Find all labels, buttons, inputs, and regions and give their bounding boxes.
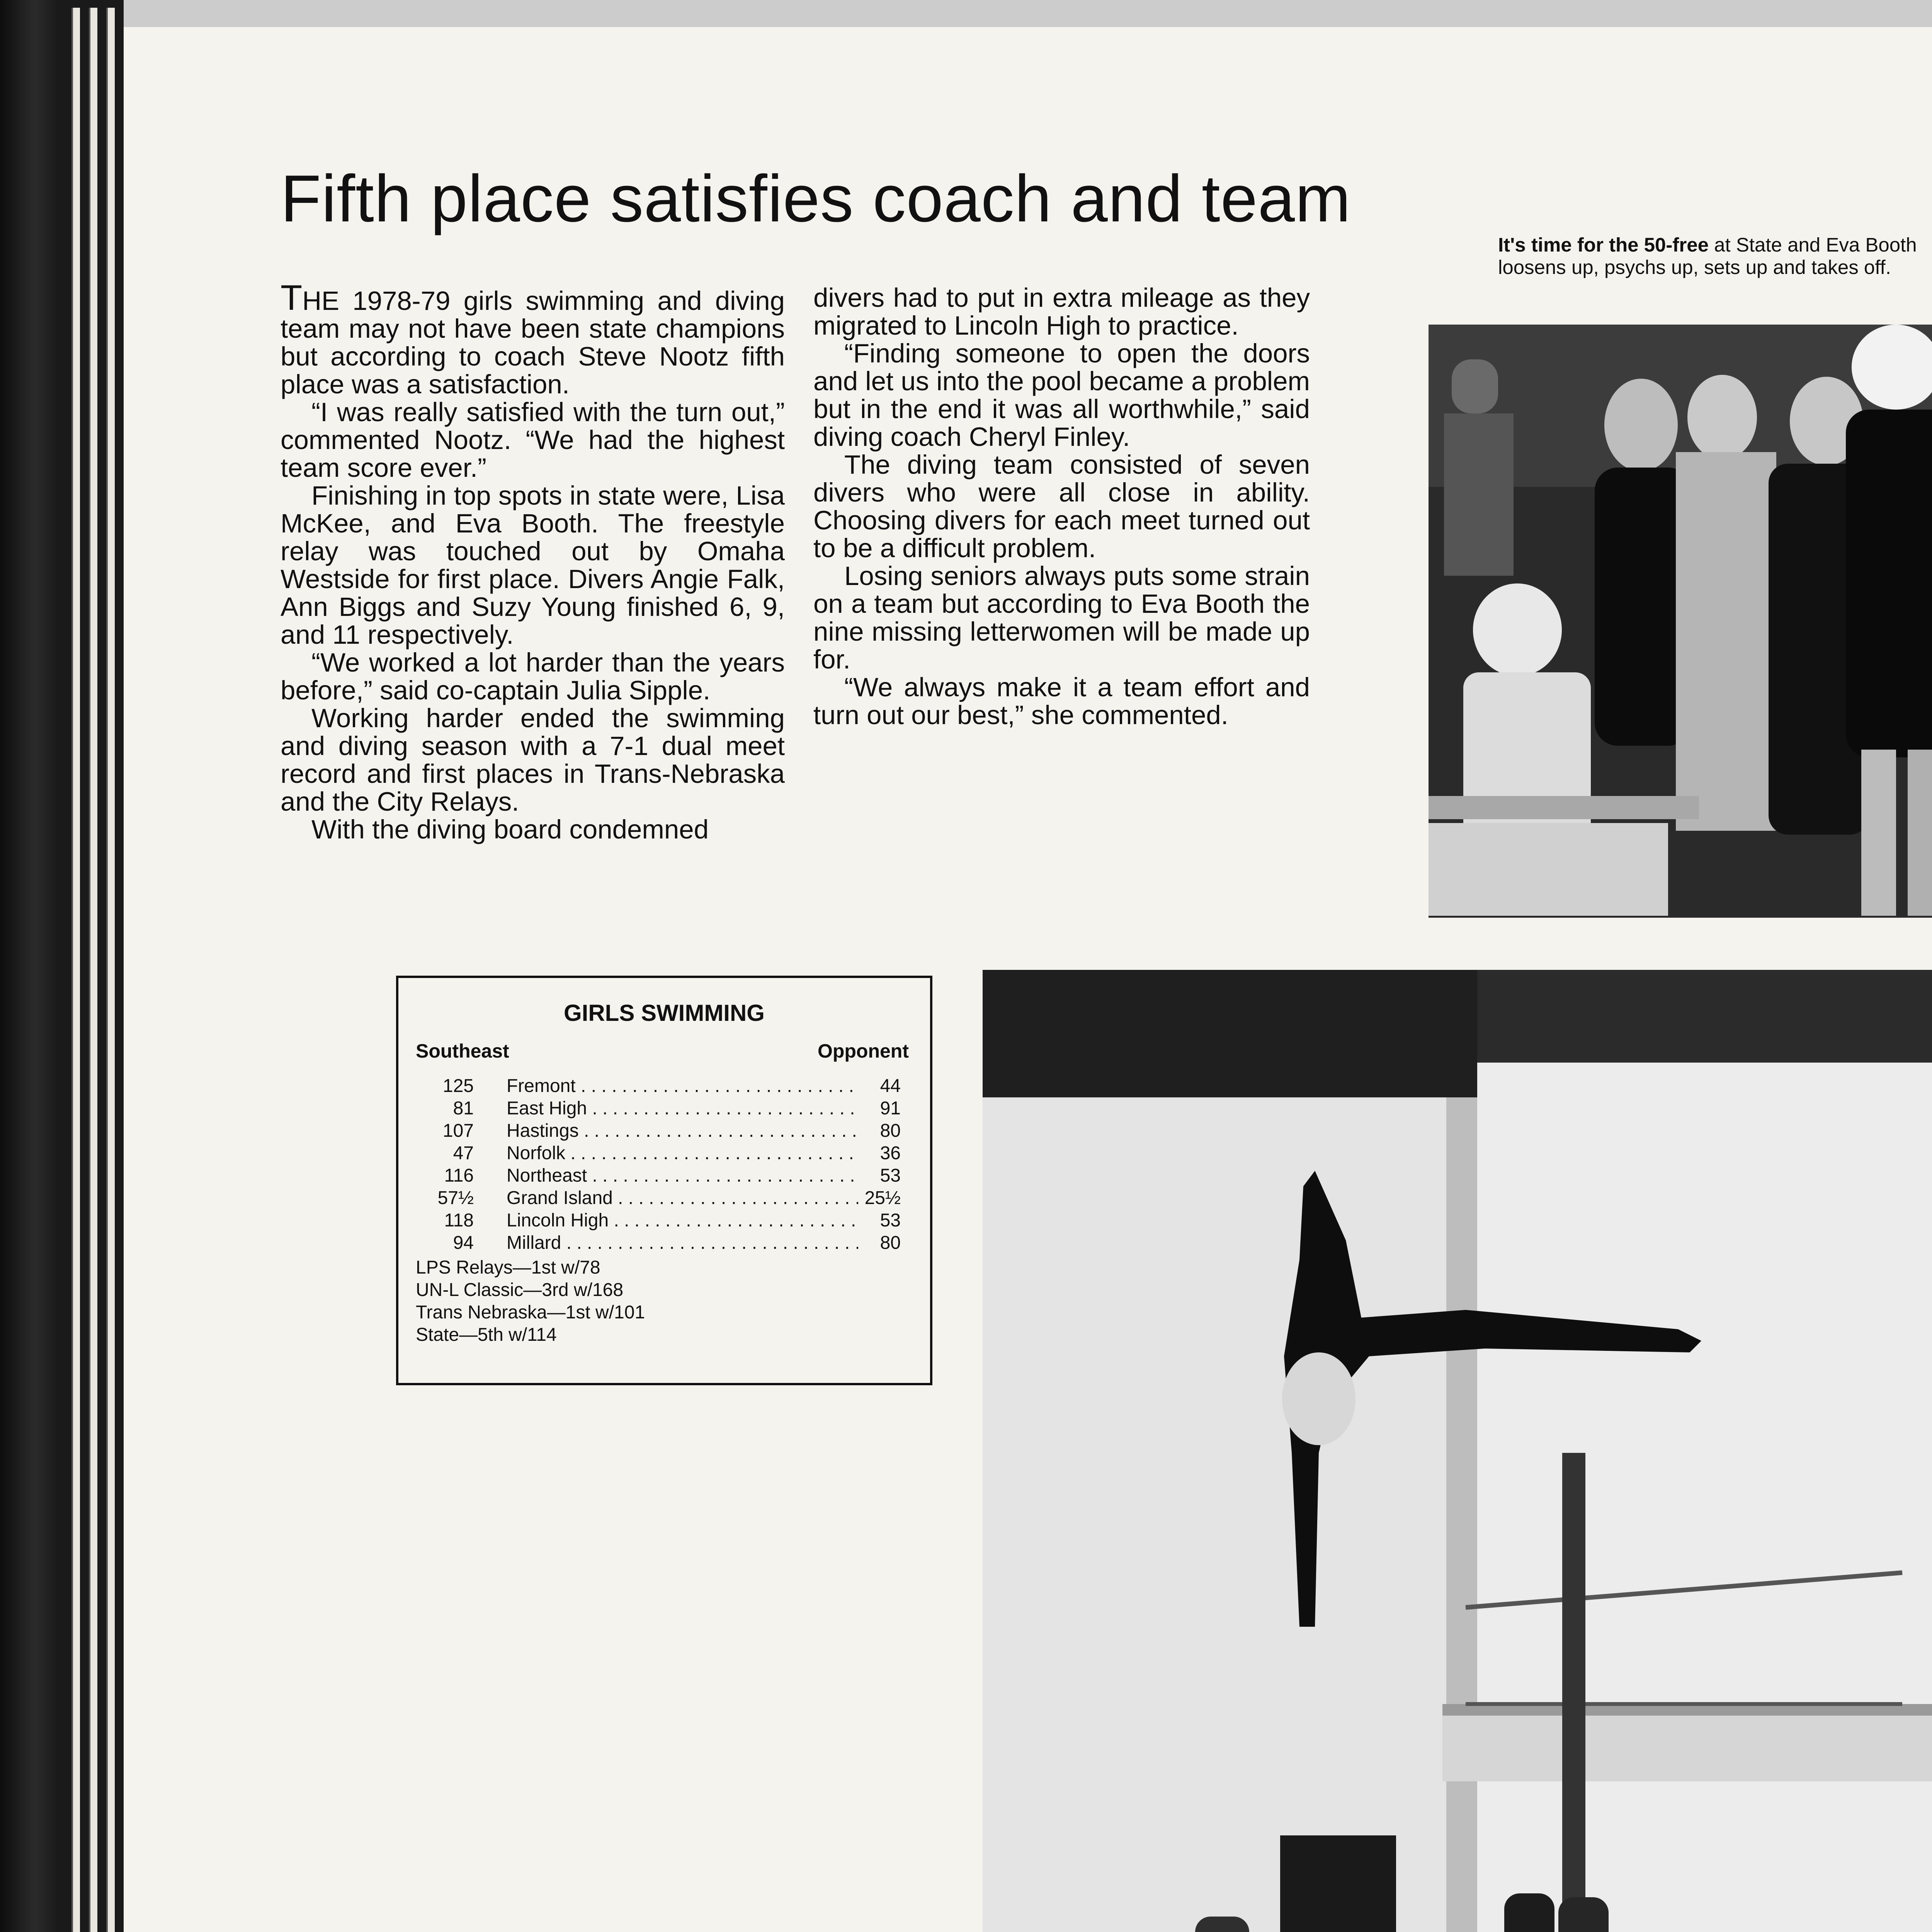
headline: Fifth place satisfies coach and team <box>281 162 1351 236</box>
score-row: 118 Lincoln High . . . 53 <box>416 1210 901 1232</box>
scoreboard-note: State—5th w/114 <box>416 1325 557 1345</box>
article-paragraph: “We always make it a team effort and turn out our best,” she commented. <box>813 672 1310 730</box>
page-stack-edge <box>106 8 115 1932</box>
article-paragraph: Losing seniors always puts some strain on a team but according to Eva Booth the nine missing letterwomen will be made up for. <box>813 561 1310 674</box>
drop-cap: T <box>281 278 303 318</box>
score-row: 57½ Grand Island . . . 25½ <box>416 1187 901 1210</box>
score-row: 81 East High . . . 91 <box>416 1098 901 1120</box>
article-column-1 <box>281 278 785 844</box>
article-paragraph: Working harder ended the swimming and diving season with a 7-1 dual meet record and first places in Trans-Nebraska and the City Relays. <box>281 703 785 816</box>
score-row: 47 Norfolk . . . 36 <box>416 1143 901 1165</box>
article-paragraph: divers had to put in extra mileage as they migrated to Lincoln High to practice. <box>813 283 1310 340</box>
scoreboard-box <box>396 976 932 1385</box>
diver-photo <box>983 970 1932 1932</box>
scoreboard-note: Trans Nebraska—1st w/101 <box>416 1302 645 1323</box>
swimmers-photo <box>1429 325 1932 918</box>
article-paragraph: “I was really satisfied with the turn out,” commented Nootz. “We had the highest team score ever.” <box>281 397 785 483</box>
diver-illustration <box>983 970 1932 1932</box>
swimmers-illustration <box>1429 325 1932 918</box>
article-paragraph: “We worked a lot harder than the years before,” said co-captain Julia Sipple. <box>281 648 785 705</box>
photo-caption-top: It's time for the 50-free at State and Eva Booth loosens up, psychs up, sets up and takes off. <box>1498 234 1917 278</box>
score-row: 107 Hastings . . . 80 <box>416 1120 901 1143</box>
scoreboard-title: GIRLS SWIMMING <box>564 1000 765 1026</box>
article-paragraph: Finishing in top spots in state were, Lisa McKee, and Eva Booth. The freestyle relay was touched out by Omaha Westside for first place. Divers Angie Falk, Ann Biggs and Suzy Young finished 6, 9, and 11 respectively. <box>281 481 785 650</box>
scoreboard-note: LPS Relays—1st w/78 <box>416 1257 600 1278</box>
scoreboard-left-header: Southeast <box>416 1040 509 1062</box>
article-column-2 <box>813 284 1310 729</box>
score-row: 116 Northeast . . . 53 <box>416 1165 901 1187</box>
article-paragraph: THE 1978-79 girls swimming and diving team may not have been state champions but according to coach Steve Nootz fifth place was a satisfaction. <box>281 278 785 399</box>
article-paragraph: With the diving board condemned <box>311 815 709 844</box>
scoreboard-note: UN-L Classic—3rd w/168 <box>416 1280 624 1300</box>
book-binding <box>0 0 58 1932</box>
score-row: 94 Millard . . . 80 <box>416 1232 901 1255</box>
score-row: 125 Fremont . . . 44 <box>416 1075 901 1098</box>
page-stack-edge <box>71 8 80 1932</box>
article-paragraph: The diving team consisted of seven divers who were all close in ability. Choosing divers for each meet turned out to be a difficult problem. <box>813 450 1310 563</box>
page-stack-edge <box>89 8 97 1932</box>
page-top-edge <box>124 0 1932 29</box>
article-paragraph: “Finding someone to open the doors and let us into the pool became a problem but in the end it was all worthwhile,” said diving coach Cheryl Finley. <box>813 338 1310 452</box>
scoreboard-right-header: Opponent <box>817 1040 909 1062</box>
